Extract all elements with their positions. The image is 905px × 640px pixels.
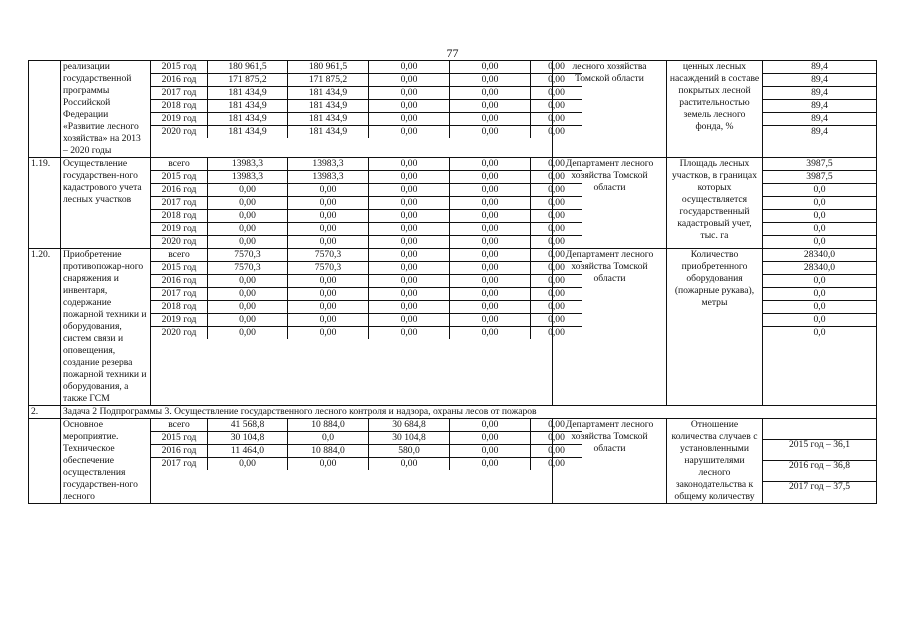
- finance-cell: [151, 158, 565, 249]
- amount-cell: 0,00: [450, 158, 531, 171]
- amount-cell: 0,00: [288, 275, 369, 288]
- amount-cell: 0,00: [531, 87, 583, 100]
- finance-row: [151, 126, 582, 139]
- finance-row: [151, 314, 582, 327]
- indicator-value: 0,0: [763, 288, 876, 301]
- year-cell: 2016 год: [151, 184, 208, 197]
- amount-cell: 0,00: [531, 74, 583, 87]
- amount-cell: 0,00: [450, 275, 531, 288]
- amount-cell: 30 104,8: [369, 432, 450, 445]
- amount-cell: 0,00: [369, 236, 450, 249]
- indicator-value: 89,4: [763, 100, 876, 113]
- amount-cell: 0,00: [288, 327, 369, 340]
- amount-cell: 0,00: [369, 113, 450, 126]
- amount-cell: 0,00: [369, 223, 450, 236]
- amount-cell: 0,00: [548, 458, 565, 469]
- amount-cell: 0,00: [531, 249, 583, 262]
- amount-cell: 0,00: [531, 262, 583, 275]
- year-cell: 2017 год: [151, 197, 208, 210]
- amount-cell: 171 875,2: [288, 74, 369, 87]
- finance-row: [151, 171, 582, 184]
- finance-table: [151, 61, 582, 138]
- task-number: 2.: [29, 406, 61, 419]
- indicator-values: [763, 419, 877, 504]
- indicator-name: ценных лесных насаждений в составе покрытых лесной растительностью земель лесного фонда, %: [667, 61, 763, 158]
- finance-row: [151, 249, 582, 262]
- page-number: 77: [446, 46, 459, 60]
- amount-cell: 0,0: [288, 432, 369, 445]
- finance-table: [151, 419, 582, 470]
- amount-cell: 0,00: [548, 327, 565, 338]
- amount-cell: 0,00: [208, 210, 288, 223]
- amount-cell: 0,00: [208, 236, 288, 249]
- year-cell: 2019 год: [151, 314, 208, 327]
- program-row: [29, 419, 877, 504]
- indicator-value: 3987,5: [763, 171, 876, 184]
- amount-cell: 180 961,5: [208, 61, 288, 74]
- amount-cell: 0,00: [208, 301, 288, 314]
- finance-row: [151, 236, 582, 249]
- indicator-values-list: [763, 61, 876, 138]
- finance-row: [151, 262, 582, 275]
- year-cell: 2015 год: [151, 171, 208, 184]
- amount-cell: 0,00: [450, 74, 531, 87]
- amount-cell: 0,00: [288, 301, 369, 314]
- amount-cell: 0,00: [531, 432, 583, 445]
- event-name: реализации государственной программы Российской Федерации «Развитие лесного хозяйства» на 2013 – 2020 годы: [61, 61, 151, 158]
- indicator-value: 2015 год – 36,1: [763, 440, 876, 461]
- amount-cell: 0,00: [208, 184, 288, 197]
- year-cell: 2019 год: [151, 223, 208, 236]
- indicator-value: 89,4: [763, 74, 876, 87]
- department: Департамент лесного хозяйства Томской области: [553, 419, 667, 504]
- amount-cell: 0,00: [531, 100, 583, 113]
- amount-cell: 0,00: [450, 210, 531, 223]
- amount-cell: 7570,3: [288, 249, 369, 262]
- indicator-name: Количество приобретенного оборудования (пожарные рукава), метры: [667, 249, 763, 406]
- amount-cell: 0,00: [450, 327, 531, 340]
- amount-cell: 0,00: [369, 210, 450, 223]
- event-name: Приобретение противопожар-ного снаряжения и инвентаря, содержание пожарной техники и оборудования, систем связи и оповещения, создание резерва пожарной техники и оборудования, а также ГСМ: [61, 249, 151, 406]
- indicator-values: [763, 61, 877, 158]
- row-number: [29, 419, 61, 504]
- amount-cell: 0,00: [450, 113, 531, 126]
- amount-cell: 0,00: [450, 301, 531, 314]
- amount-cell: 181 434,9: [208, 126, 288, 139]
- year-cell: 2019 год: [151, 113, 208, 126]
- amount-cell: 0,00: [288, 458, 369, 471]
- finance-table: [151, 249, 582, 339]
- amount-cell: 0,00: [450, 223, 531, 236]
- amount-cell: 181 434,9: [288, 126, 369, 139]
- amount-cell: 0,00: [369, 74, 450, 87]
- task-row: [29, 406, 877, 419]
- amount-cell: 0,00: [531, 288, 583, 301]
- amount-cell: 0,00: [369, 288, 450, 301]
- amount-cell: 0,00: [450, 432, 531, 445]
- year-cell: 2016 год: [151, 74, 208, 87]
- program-row: [29, 249, 877, 406]
- indicator-value: 2016 год – 36,8: [763, 461, 876, 482]
- amount-cell: 181 434,9: [208, 113, 288, 126]
- amount-cell: 0,00: [208, 223, 288, 236]
- indicator-name: Отношение количества случаев с установленными нарушителями лесного законодательства к общему количеству: [667, 419, 763, 504]
- amount-cell: 0,00: [369, 275, 450, 288]
- amount-cell: 0,00: [531, 445, 583, 458]
- amount-cell: 0,00: [450, 288, 531, 301]
- indicator-value: 89,4: [811, 126, 828, 137]
- amount-cell: 7570,3: [288, 262, 369, 275]
- amount-cell: 7570,3: [208, 262, 288, 275]
- year-cell: 2015 год: [151, 61, 208, 74]
- amount-cell: 181 434,9: [288, 87, 369, 100]
- amount-cell: 41 568,8: [208, 419, 288, 432]
- amount-cell: 0,00: [531, 314, 583, 327]
- department: Департамент лесного хозяйства Томской области: [553, 158, 667, 249]
- amount-cell: 30 684,8: [369, 419, 450, 432]
- amount-cell: 0,00: [548, 126, 565, 137]
- amount-cell: 0,00: [450, 419, 531, 432]
- finance-row: [151, 288, 582, 301]
- amount-cell: 0,00: [450, 236, 531, 249]
- finance-row: [151, 197, 582, 210]
- indicator-value: 3987,5: [763, 158, 876, 171]
- row-number: 1.19.: [29, 158, 61, 249]
- year-cell: 2018 год: [151, 301, 208, 314]
- indicator-value: 0,0: [813, 327, 826, 338]
- amount-cell: 0,00: [369, 171, 450, 184]
- row-number: [29, 61, 61, 158]
- finance-table: [151, 158, 582, 248]
- amount-cell: 0,00: [450, 314, 531, 327]
- year-cell: всего: [151, 158, 208, 171]
- amount-cell: 30 104,8: [208, 432, 288, 445]
- finance-row: [151, 113, 582, 126]
- indicator-value: 0,0: [763, 275, 876, 288]
- amount-cell: 0,00: [369, 262, 450, 275]
- year-cell: 2020 год: [151, 236, 208, 249]
- amount-cell: 0,00: [208, 288, 288, 301]
- amount-cell: 180 961,5: [288, 61, 369, 74]
- amount-cell: 10 884,0: [288, 445, 369, 458]
- amount-cell: 0,00: [288, 197, 369, 210]
- amount-cell: 0,00: [369, 158, 450, 171]
- year-cell: 2020 год: [151, 327, 208, 340]
- department: лесного хозяйства Томской области: [553, 61, 667, 158]
- program-row: [29, 158, 877, 249]
- indicator-values-list: [763, 249, 876, 339]
- amount-cell: 0,00: [450, 184, 531, 197]
- year-cell: 2016 год: [151, 445, 208, 458]
- amount-cell: 11 464,0: [208, 445, 288, 458]
- amount-cell: 13983,3: [208, 158, 288, 171]
- amount-cell: 0,00: [450, 197, 531, 210]
- finance-row: [151, 458, 582, 471]
- amount-cell: 0,00: [531, 223, 583, 236]
- program-row: [29, 61, 877, 158]
- amount-cell: 0,00: [450, 445, 531, 458]
- amount-cell: 0,00: [369, 126, 450, 139]
- finance-row: [151, 184, 582, 197]
- finance-row: [151, 275, 582, 288]
- amount-cell: 0,00: [369, 197, 450, 210]
- amount-cell: 0,00: [531, 61, 583, 74]
- amount-cell: 0,00: [369, 314, 450, 327]
- finance-row: [151, 432, 582, 445]
- amount-cell: 0,00: [450, 126, 531, 139]
- indicator-value: 28340,0: [763, 262, 876, 275]
- amount-cell: 13983,3: [288, 158, 369, 171]
- finance-row: [151, 301, 582, 314]
- amount-cell: 0,00: [450, 458, 531, 471]
- year-cell: 2015 год: [151, 432, 208, 445]
- finance-cell: [151, 61, 565, 158]
- indicator-value: 0,0: [763, 314, 876, 327]
- amount-cell: 181 434,9: [208, 100, 288, 113]
- finance-row: [151, 158, 582, 171]
- indicator-value: 0,0: [813, 236, 826, 247]
- year-cell: 2017 год: [151, 288, 208, 301]
- finance-row: [151, 61, 582, 74]
- indicator-value: [763, 419, 876, 440]
- amount-cell: 0,00: [369, 301, 450, 314]
- task-title: Задача 2 Подпрограммы 3. Осуществление государственного лесного контроля и надзора, охраны лесов от пожаров: [61, 406, 877, 419]
- amount-cell: 0,00: [208, 314, 288, 327]
- row-number: 1.20.: [29, 249, 61, 406]
- finance-cell: [151, 249, 565, 406]
- finance-row: [151, 223, 582, 236]
- amount-cell: 0,00: [208, 458, 288, 471]
- amount-cell: 580,0: [369, 445, 450, 458]
- finance-row: [151, 419, 582, 432]
- amount-cell: 0,00: [369, 87, 450, 100]
- amount-cell: 0,00: [450, 87, 531, 100]
- amount-cell: 181 434,9: [208, 87, 288, 100]
- amount-cell: 0,00: [208, 197, 288, 210]
- amount-cell: 0,00: [531, 275, 583, 288]
- amount-cell: 0,00: [450, 249, 531, 262]
- indicator-value: 0,0: [763, 301, 876, 314]
- year-cell: 2020 год: [151, 126, 208, 139]
- year-cell: 2017 год: [151, 87, 208, 100]
- indicator-value: 89,4: [763, 61, 876, 74]
- amount-cell: 13983,3: [208, 171, 288, 184]
- program-table: [28, 60, 877, 504]
- indicator-values-list: [763, 419, 876, 502]
- event-name: Осуществление государствен-ного кадастрового учета лесных участков: [61, 158, 151, 249]
- indicator-value: 0,0: [763, 197, 876, 210]
- amount-cell: 0,00: [208, 327, 288, 340]
- year-cell: 2017 год: [151, 458, 208, 471]
- indicator-value: 0,0: [763, 184, 876, 197]
- amount-cell: 0,00: [369, 61, 450, 74]
- finance-row: [151, 74, 582, 87]
- finance-row: [151, 87, 582, 100]
- indicator-value: 89,4: [763, 113, 876, 126]
- amount-cell: 181 434,9: [288, 113, 369, 126]
- amount-cell: 0,00: [450, 100, 531, 113]
- amount-cell: 0,00: [531, 197, 583, 210]
- year-cell: 2016 год: [151, 275, 208, 288]
- amount-cell: 0,00: [369, 249, 450, 262]
- indicator-value: 0,0: [763, 223, 876, 236]
- year-cell: 2018 год: [151, 210, 208, 223]
- indicator-value: 0,0: [763, 210, 876, 223]
- amount-cell: 0,00: [369, 458, 450, 471]
- indicator-value: 2017 год – 37,5: [788, 481, 851, 492]
- indicator-values: [763, 158, 877, 249]
- amount-cell: 10 884,0: [288, 419, 369, 432]
- year-cell: всего: [151, 249, 208, 262]
- amount-cell: 0,00: [450, 262, 531, 275]
- amount-cell: 0,00: [288, 184, 369, 197]
- amount-cell: 0,00: [369, 327, 450, 340]
- amount-cell: 171 875,2: [208, 74, 288, 87]
- amount-cell: 7570,3: [208, 249, 288, 262]
- amount-cell: 0,00: [288, 236, 369, 249]
- indicator-name: Площадь лесных участков, в границах которых осуществляется государственный кадастровый учет, тыс. га: [667, 158, 763, 249]
- amount-cell: 0,00: [531, 210, 583, 223]
- event-name: Основное мероприятие. Техническое обеспечение осуществления государствен-ного лесного: [61, 419, 151, 504]
- amount-cell: 0,00: [531, 113, 583, 126]
- year-cell: 2018 год: [151, 100, 208, 113]
- indicator-values-list: [763, 158, 876, 248]
- amount-cell: 0,00: [450, 61, 531, 74]
- amount-cell: 0,00: [288, 288, 369, 301]
- amount-cell: 0,00: [288, 314, 369, 327]
- amount-cell: 13983,3: [288, 171, 369, 184]
- indicator-values: [763, 249, 877, 406]
- amount-cell: 0,00: [531, 301, 583, 314]
- finance-row: [151, 100, 582, 113]
- indicator-value: 89,4: [763, 87, 876, 100]
- finance-row: [151, 327, 582, 340]
- amount-cell: 0,00: [531, 171, 583, 184]
- finance-cell: [151, 419, 565, 504]
- department: Департамент лесного хозяйства Томской области: [553, 249, 667, 406]
- amount-cell: 0,00: [531, 419, 583, 432]
- year-cell: 2015 год: [151, 262, 208, 275]
- year-cell: всего: [151, 419, 208, 432]
- amount-cell: 181 434,9: [288, 100, 369, 113]
- indicator-value: 28340,0: [763, 249, 876, 262]
- amount-cell: 0,00: [288, 210, 369, 223]
- amount-cell: 0,00: [531, 184, 583, 197]
- amount-cell: 0,00: [208, 275, 288, 288]
- amount-cell: 0,00: [369, 100, 450, 113]
- amount-cell: 0,00: [369, 184, 450, 197]
- amount-cell: 0,00: [548, 236, 565, 247]
- amount-cell: 0,00: [531, 158, 583, 171]
- finance-row: [151, 445, 582, 458]
- amount-cell: 0,00: [450, 171, 531, 184]
- finance-row: [151, 210, 582, 223]
- amount-cell: 0,00: [288, 223, 369, 236]
